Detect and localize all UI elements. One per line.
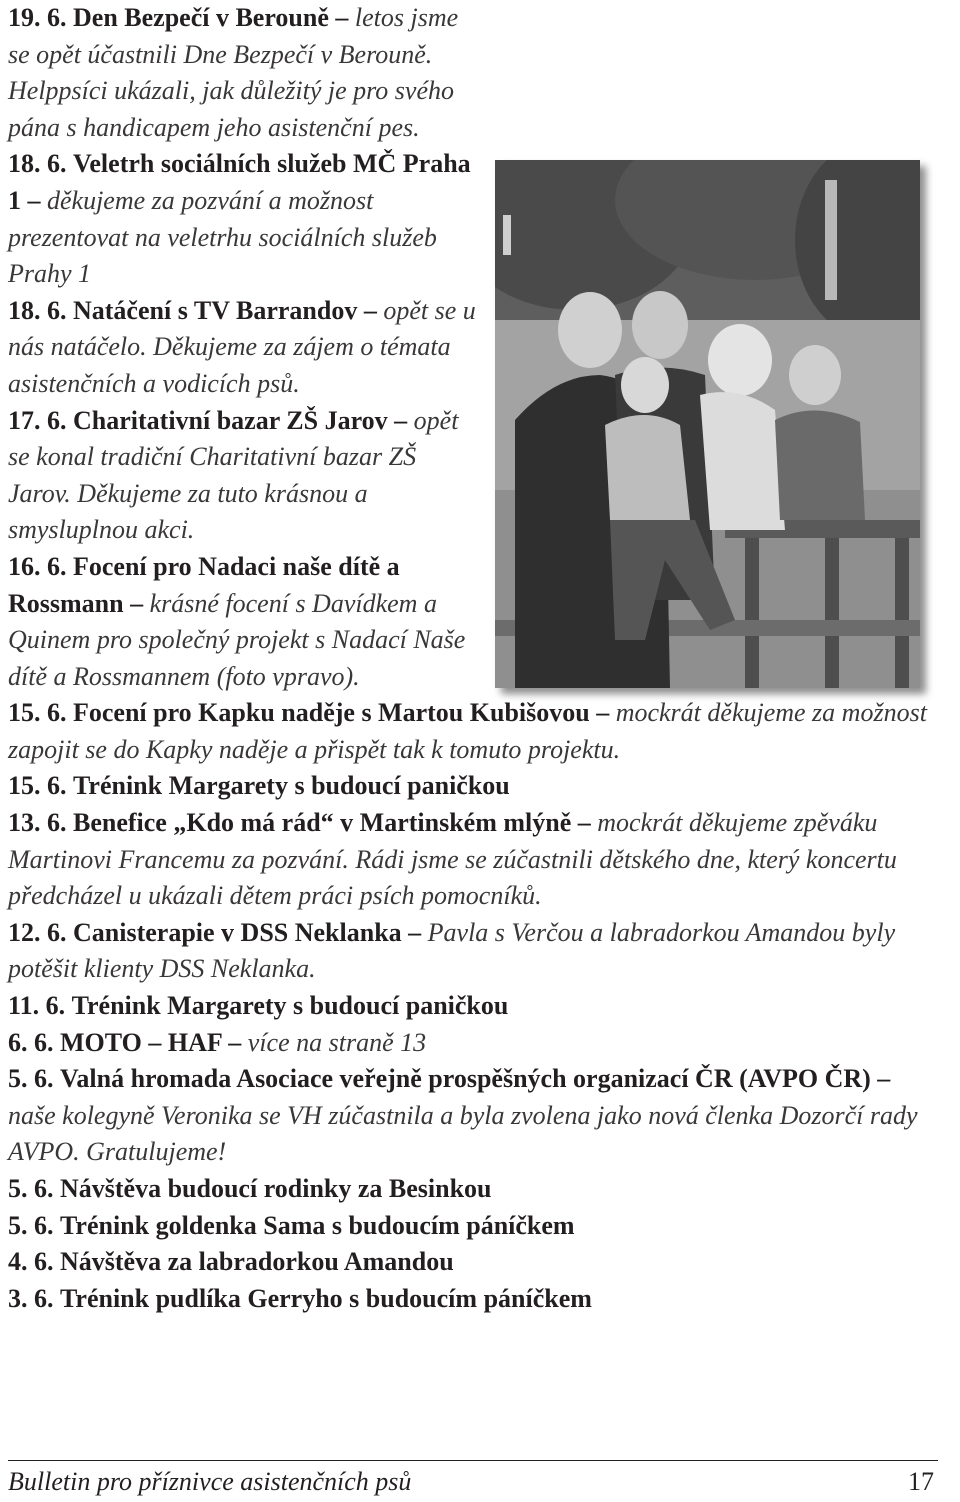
photo-family-with-dog: [495, 160, 920, 688]
event-entry: [8, 768, 938, 805]
event-separator: –: [870, 1064, 891, 1094]
event-separator: –: [357, 295, 384, 325]
event-date: 13. 6.: [8, 808, 67, 838]
event-description: mockrát děkujeme za možnost zapojit se do Kapky naděje a přispět tak k tomuto projektu.: [8, 698, 927, 764]
event-title: Valná hromada Asociace veřejně prospěšných organizací ČR (AVPO ČR): [60, 1064, 871, 1094]
event-title: Návštěva budoucí rodinky za Besinkou: [60, 1174, 492, 1203]
event-entry: [8, 695, 938, 768]
event-date: 19. 6.: [8, 3, 67, 32]
event-date: 15. 6.: [8, 698, 67, 728]
event-title: Canisterapie v DSS Neklanka: [73, 917, 402, 947]
event-date: 16. 6.: [8, 551, 67, 581]
event-date: 3. 6.: [8, 1283, 54, 1313]
event-title: Den Bezpečí v Berouně: [73, 3, 329, 32]
event-date: 5. 6.: [8, 1210, 54, 1240]
event-title: Focení pro Nadaci naše dítě a Rossmann: [8, 551, 400, 618]
event-title: Benefice „Kdo má rád“ v Martinském mlýně: [73, 808, 572, 838]
event-title: Trénink pudlíka Gerryho s budoucím páníčkem: [60, 1283, 592, 1313]
event-date: 6. 6.: [8, 1027, 54, 1057]
event-description: mockrát děkujeme zpěváku Martinovi Francemu za pozvání. Rádi jsme se zúčastnili dětského dne, který koncertu předcházel u ukázali dětem práci psích pomocníků.: [8, 808, 897, 911]
event-title: Návštěva za labradorkou Amandou: [60, 1247, 454, 1277]
event-entry: [8, 293, 478, 403]
event-description: letos jsme se opět účastnili Dne Bezpečí v Berouně. Helppsíci ukázali, jak důležitý je pro svého pána s handicapem jeho asistenční pes.: [8, 3, 459, 142]
event-entry: [8, 1171, 938, 1208]
event-entry: [8, 915, 938, 988]
footer-divider: [8, 1460, 938, 1461]
event-separator: –: [589, 698, 616, 728]
event-date: 18. 6.: [8, 149, 67, 179]
event-separator: –: [387, 405, 414, 435]
event-entry: [8, 805, 938, 915]
event-date: 5. 6.: [8, 1064, 54, 1094]
event-entry: [8, 549, 478, 695]
event-date: 17. 6.: [8, 405, 67, 435]
event-separator: –: [571, 808, 598, 838]
event-separator: –: [328, 3, 355, 32]
event-title: Trénink Margarety s budoucí paničkou: [71, 991, 509, 1021]
event-description: děkujeme za pozvání a možnost prezentovat na veletrhu sociálních služeb Prahy 1: [8, 185, 437, 289]
event-date: 15. 6.: [8, 771, 67, 801]
event-photo: [495, 160, 920, 688]
event-description: opět se konal tradiční Charitativní bazar ZŠ Jarov. Děkujeme za tuto krásnou a smysluplnou akci.: [8, 405, 459, 545]
event-description: Pavla s Verčou a labradorkou Amandou byly potěšit klienty DSS Neklanka.: [8, 917, 896, 984]
event-date: 4. 6.: [8, 1247, 54, 1277]
event-entry: [8, 146, 478, 292]
photo-illustration: [495, 160, 920, 688]
event-separator: –: [21, 185, 47, 215]
event-title: MOTO – HAF: [60, 1027, 222, 1057]
event-entry: [8, 1061, 938, 1171]
page-number: 17: [908, 1467, 934, 1496]
event-date: 11. 6.: [8, 991, 66, 1021]
event-title: Trénink Margarety s budoucí paničkou: [73, 771, 510, 801]
event-title: Charitativní bazar ZŠ Jarov: [73, 405, 388, 435]
footer-title: Bulletin pro příznivce asistenčních psů: [8, 1467, 412, 1496]
event-separator: –: [401, 917, 428, 947]
event-title: Focení pro Kapku naděje s Martou Kubišovou: [73, 698, 590, 728]
event-title: Veletrh sociálních služeb MČ Praha 1: [8, 149, 471, 215]
event-date: 12. 6.: [8, 917, 67, 947]
event-description: opět se u nás natáčelo. Děkujeme za zájem o témata asistenčních a vodicích psů.: [8, 295, 476, 398]
event-description: naše kolegyně Veronika se VH zúčastnila a byla zvolena jako nová členka Dozorčí rady AVPO. Gratulujeme!: [8, 1100, 918, 1167]
event-separator: –: [221, 1027, 248, 1057]
event-date: 5. 6.: [8, 1174, 54, 1203]
event-entry: [8, 988, 938, 1025]
event-entry: [8, 1244, 938, 1281]
event-entry: [8, 0, 478, 146]
event-date: 18. 6.: [8, 295, 67, 325]
event-entry: [8, 1025, 938, 1062]
event-title: Trénink goldenka Sama s budoucím páníčkem: [60, 1210, 575, 1240]
event-separator: –: [123, 588, 150, 618]
event-description: více na straně 13: [247, 1027, 427, 1057]
event-description: krásné focení s Davídkem a Quinem pro společný projekt s Nadací Naše dítě a Rossmannem (foto vpravo).: [8, 588, 466, 691]
event-entry: [8, 1281, 938, 1318]
page-footer: [8, 1466, 938, 1498]
event-entry: [8, 1208, 938, 1245]
event-title: Natáčení s TV Barrandov: [73, 295, 358, 325]
event-entry: [8, 403, 478, 549]
